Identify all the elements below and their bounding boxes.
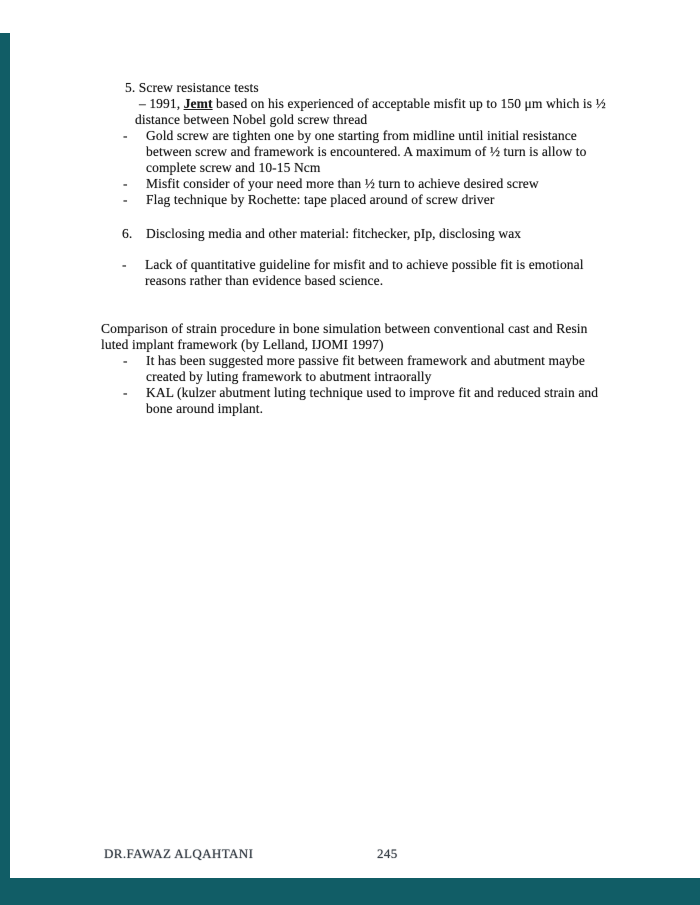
bullet-dash: - <box>123 385 128 400</box>
comparison-bullet-kal <box>123 385 598 417</box>
bullet-line: created by luting framework to abutment intraorally <box>146 369 432 384</box>
bullet-text: Misfit consider of your need more than ½ turn to achieve desired screw <box>146 176 539 191</box>
bullet-dash: - <box>123 128 128 143</box>
bullet-text: Flag technique by Rochette: tape placed around of screw driver <box>146 192 495 207</box>
bullet-lack-of-guideline <box>122 257 584 289</box>
bullet-dash: - <box>123 353 128 368</box>
item5-bullet-flag <box>123 192 606 208</box>
bullet-line: bone around implant. <box>146 401 264 416</box>
bullet-line: between screw and framework is encountered. A maximum of ½ turn is allow to <box>146 144 587 159</box>
bullet-line: Gold screw are tighten one by one starting from midline until initial resistance <box>146 128 577 143</box>
section-comparison <box>101 321 598 417</box>
bullet-line: reasons rather than evidence based science. <box>145 273 384 288</box>
item5-jemt-line <box>139 96 606 112</box>
item6-text: Disclosing media and other material: fitchecker, pIp, disclosing wax <box>146 226 522 241</box>
section-screw-resistance-tests <box>123 80 606 208</box>
bullet-text <box>146 385 598 417</box>
bullet-text <box>146 353 585 385</box>
bullet-dash: - <box>122 257 127 272</box>
item5-jemt-line2: distance between Nobel gold screw thread <box>135 112 368 127</box>
footer-page-number: 245 <box>377 846 398 861</box>
item5-heading: 5. Screw resistance tests <box>125 80 259 95</box>
bullet-line: KAL (kulzer abutment luting technique used to improve fit and reduced strain and <box>146 385 599 400</box>
comparison-line2: luted implant framework (by Lelland, IJOMI 1997) <box>101 337 384 352</box>
bullet-text <box>146 128 587 176</box>
comparison-bullet-passive-fit <box>123 353 598 385</box>
item6-number: 6. <box>122 226 133 241</box>
bullet-line: complete screw and 10-15 Ncm <box>146 160 321 175</box>
bullet-line: Lack of quantitative guideline for misfit and to achieve possible fit is emotional <box>145 257 584 272</box>
comparison-line1: Comparison of strain procedure in bone simulation between conventional cast and Resin <box>101 321 588 336</box>
footer-author: DR.FAWAZ ALQAHTANI <box>104 846 254 861</box>
bullet-line: It has been suggested more passive fit between framework and abutment maybe <box>146 353 585 368</box>
bullet-dash: - <box>123 192 128 207</box>
jemt-author-name: Jemt <box>183 96 213 111</box>
section-disclosing-media <box>122 226 521 242</box>
jemt-line-suffix: based on his experienced of acceptable misfit up to 150 μm which is ½ <box>212 96 606 111</box>
bullet-dash: - <box>123 176 128 191</box>
item5-bullet-gold-screw <box>123 128 606 176</box>
bullet-text <box>145 257 584 289</box>
item5-bullet-misfit <box>123 176 606 192</box>
page-edge-left <box>0 33 10 905</box>
page-edge-bottom <box>0 878 700 905</box>
jemt-line-prefix: – 1991, <box>139 96 184 111</box>
